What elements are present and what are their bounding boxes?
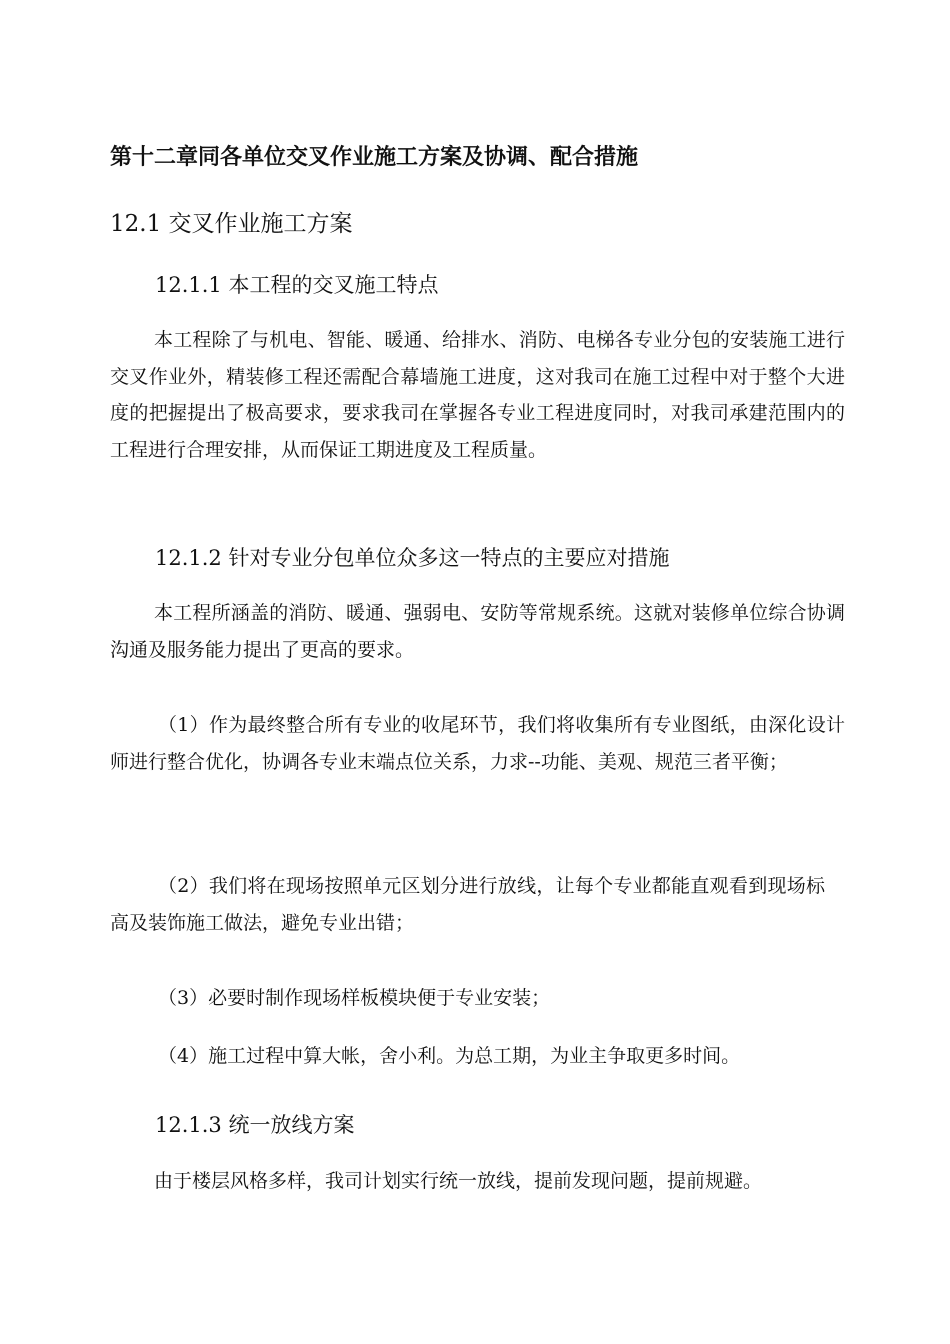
list-item-3: （3）必要时制作现场样板模块便于专业安装； <box>158 987 551 1009</box>
paragraph-crossing-features: 本工程除了与机电、智能、暖通、给排水、消防、电梯各专业分包的安装施工进行交叉作业外，精装修工程还需配合幕墙施工进度，这对我司在施工过程中对于整个大进度的把握提出了极高要求，要求我司在掌握各专业工程进度同时，对我司承建范围内的工程进行合理安排，从而保证工期进度及工程质量。 <box>110 329 845 461</box>
subsection-title-3: 12.1.3 统一放线方案 <box>155 1113 355 1137</box>
paragraph-subcontractor-coordination: 本工程所涵盖的消防、暖通、强弱电、安防等常规系统。这就对装修单位综合协调沟通及服务能力提出了更高的要求。 <box>110 602 845 661</box>
list-item-4: （4）施工过程中算大帐，舍小利。为总工期，为业主争取更多时间。 <box>158 1045 741 1067</box>
subsection-title-1: 12.1.1 本工程的交叉施工特点 <box>155 273 439 297</box>
paragraph-unified-layout: 由于楼层风格多样，我司计划实行统一放线，提前发现问题，提前规避。 <box>154 1170 763 1192</box>
list-item-2: （2）我们将在现场按照单元区划分进行放线，让每个专业都能直观看到现场标高及装饰施工做法，避免专业出错； <box>110 875 825 934</box>
list-item-1: （1）作为最终整合所有专业的收尾环节，我们将收集所有专业图纸，由深化设计师进行整合优化，协调各专业末端点位关系，力求--功能、美观、规范三者平衡； <box>110 714 845 773</box>
chapter-title: 第十二章同各单位交叉作业施工方案及协调、配合措施 <box>110 145 639 170</box>
section-title: 12.1 交叉作业施工方案 <box>110 211 353 237</box>
subsection-title-2: 12.1.2 针对专业分包单位众多这一特点的主要应对措施 <box>155 546 670 570</box>
